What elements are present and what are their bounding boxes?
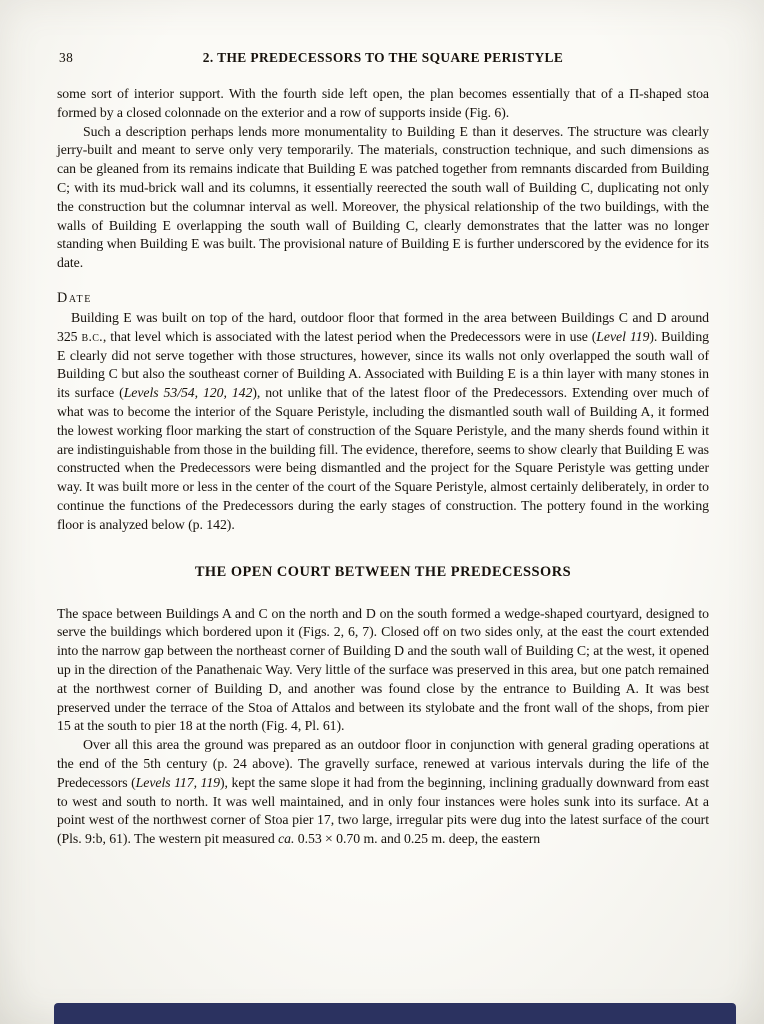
bottom-bar <box>54 1003 736 1024</box>
text-segment: b.c. <box>81 328 103 344</box>
paragraph: Over all this area the ground was prepared as an outdoor floor in conjunction with general grading operations at the end of the 5th century (p. 24 above). The gravelly surface, renewed at various intervals during the life of the Predecessors (Levels 117, 119), kept the same slope it had from the beginning, inclining gradually downward from east to west and south to north. It was well maintained, and in only four instances were holes sunk into its surface. At a point west of the northwest corner of Stoa pier 17, two large, irregular pits were dug into the latest surface of the court (Pls. 9:b, 61). The western pit measured ca. 0.53 × 0.70 m. and 0.25 m. deep, the eastern <box>57 737 710 847</box>
paragraph-continuation: some sort of interior support. With the fourth side left open, the plan becomes essentially that of a Π-shaped stoa formed by a closed colonnade on the exterior and a row of supports inside (Fig. 6). <box>57 86 709 120</box>
text-segment: Levels 117, 119 <box>135 774 221 790</box>
text-segment: Level 119 <box>596 328 650 344</box>
text-segment: ca. <box>278 831 295 847</box>
open-court-section-heading: THE OPEN COURT BETWEEN THE PREDECESSORS <box>194 563 572 580</box>
running-title: 2. THE PREDECESSORS TO THE SQUARE PERISTYLE <box>202 50 564 65</box>
running-header <box>57 50 709 66</box>
paragraph: Such a description perhaps lends more monumentality to Building E than it deserves. The structure was clearly jerry-built and meant to serve only very temporarily. The materials, construction technique, and such dimensions as can be gleaned from its remains indicate that Building E was patched together from remnants discarded from Building C; with its mud-brick wall and its columns, it essentially reerected the south wall of Building C, duplicating not only the construction but the columnar interval as well. Moreover, the physical relationship of the two buildings, with the walls of Building E overlapping the south wall of Building C, clearly demonstrates that the latter was no longer standing when Building E was built. The provisional nature of Building E is further underscored by the evidence for its date. <box>57 123 709 271</box>
page-number: 38 <box>59 50 74 65</box>
paragraph: The space between Buildings A and C on the north and D on the south formed a wedge-shaped courtyard, designed to serve the buildings which bordered upon it (Figs. 2, 6, 7). Closed off on two sides only, at the east the court extended into the narrow gap between the northeast corner of Building D and the south wall of Building C; at the west, it opened up in the direction of the Panathenaic Way. Very little of the surface was preserved in this area, but one patch remained at the northwest corner of Building D, and another was found close by the entrance to Building A. It was best preserved under the terrace of the Stoa of Attalos and between its stylobate and the front wall of the shops, from pier 15 at the south to pier 18 at the north (Fig. 4, Pl. 61). <box>57 605 709 734</box>
text-segment: Levels 53/54, 120, 142 <box>123 385 253 401</box>
text-column <box>57 50 709 849</box>
paragraph: Building E was built on top of the hard, outdoor floor that formed in the area between Buildings C and D around 325 b.c., that level which is associated with the latest period when the Predecessors were in use (Level 119). Building E clearly did not serve together with those structures, however, since its walls not only overlapped the south wall of Building C but also the southeast corner of Building A. Associated with Building E is a thin layer with many stones in its surface (Levels 53/54, 120, 142), not unlike that of the latest floor of the Predecessors. Extending over much of what was to become the interior of the Square Peristyle, including the dismantled south wall of Building A, it formed the lowest working floor marking the start of construction of the Square Peristyle, and the many sherds found within it are indistinguishable from those in the building fill. The evidence, therefore, seems to show clearly that Building E was constructed when the Predecessors were being dismantled and the project for the Square Peristyle was getting under way. It was built more or less in the center of the court of the Square Peristyle, almost certainly deliberately, in order to continue the functions of the Predecessors during the early stages of construction. The pottery found in the working floor is analyzed below (p. 142). <box>57 309 709 532</box>
date-section-heading: Date <box>57 289 92 306</box>
